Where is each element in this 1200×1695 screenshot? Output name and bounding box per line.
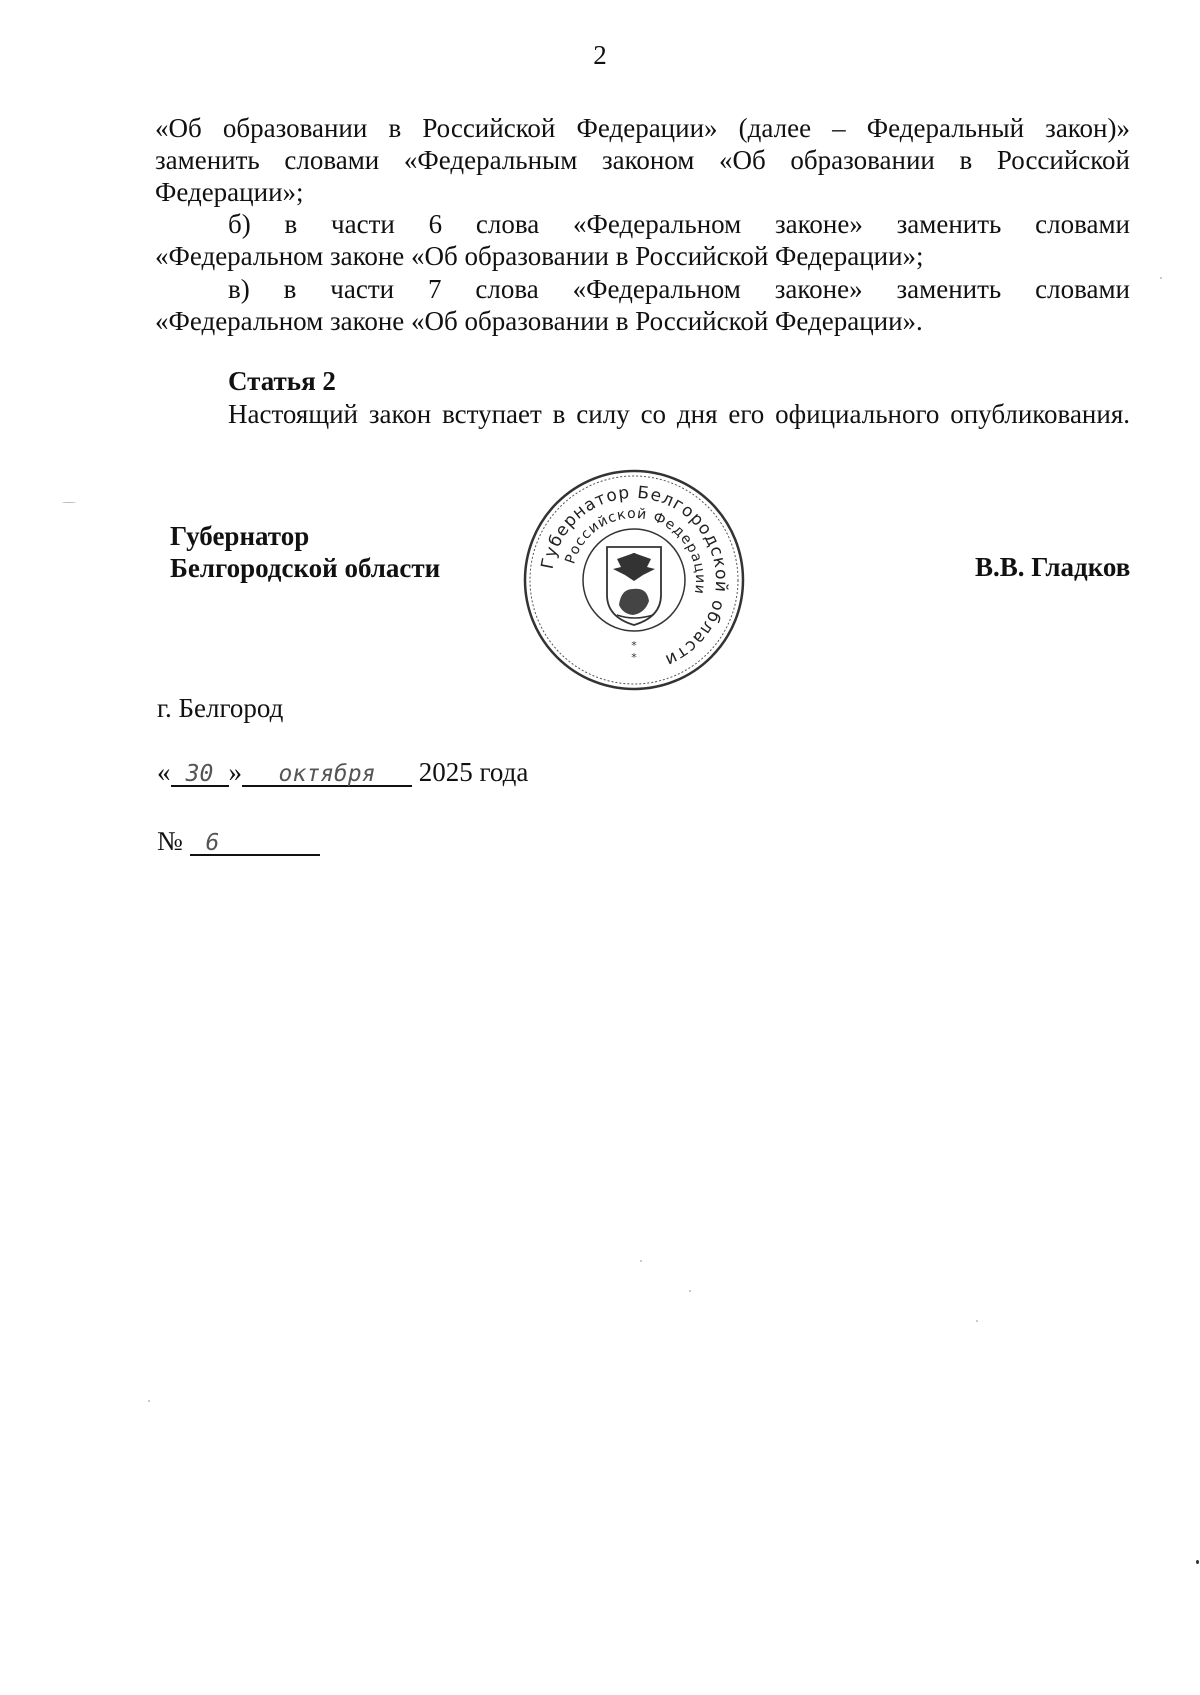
scan-speck xyxy=(62,502,76,503)
number-symbol: № xyxy=(157,826,183,856)
number-value: 6 xyxy=(205,830,220,856)
article-2-text-block xyxy=(155,398,1130,430)
paragraph-a-line: «Об образовании в Российской Федерации» (далее – Федеральный закон)» xyxy=(155,113,1130,143)
svg-text:*: * xyxy=(631,651,637,664)
date-open-quote: « xyxy=(157,757,171,787)
paragraph-b xyxy=(155,208,1130,272)
seal-outer-text: Губернатор Белгородской области xyxy=(537,482,732,671)
place-of-signing: г. Белгород xyxy=(157,693,284,723)
scan-speck xyxy=(976,1320,978,1322)
scan-speck xyxy=(689,1290,691,1292)
official-seal xyxy=(521,467,747,693)
scan-speck xyxy=(640,1260,642,1262)
paragraph-b-line: «Федеральном законе «Об образовании в Российской Федерации»; xyxy=(155,241,924,271)
seal-inner-text: Российской Федерации xyxy=(562,505,709,596)
date-day: 30 xyxy=(185,761,214,787)
paragraph-c-line: в) в части 7 слова «Федеральном законе» заменить словами xyxy=(228,274,1130,304)
seal-graphic xyxy=(521,467,747,693)
paragraph-a xyxy=(155,112,1130,208)
coat-of-arms-icon xyxy=(607,547,661,625)
law-number xyxy=(157,826,320,857)
number-field xyxy=(190,826,320,856)
svg-text:*: * xyxy=(631,639,637,652)
signatory-title-line2: Белгородской области xyxy=(170,553,441,583)
signatory-title-line1: Губернатор xyxy=(170,521,310,551)
scan-speck xyxy=(148,1400,150,1402)
page-number: 2 xyxy=(593,40,607,70)
article-2-text: Настоящий закон вступает в силу со дня его официального опубликования. xyxy=(228,399,1130,429)
paragraph-c xyxy=(155,273,1130,337)
paragraph-c-line: «Федеральном законе «Об образовании в Российской Федерации». xyxy=(155,306,923,336)
signing-date xyxy=(157,757,528,788)
paragraph-a-line: Федерации»; xyxy=(155,177,304,207)
date-year: 2025 года xyxy=(418,757,529,787)
signatory-title xyxy=(170,520,440,584)
article-2-heading: Статья 2 xyxy=(228,366,336,396)
paragraph-b-line: б) в части 6 слова «Федеральном законе» заменить словами xyxy=(228,209,1130,239)
signatory-name: В.В. Гладков xyxy=(975,552,1131,582)
paragraph-a-line: заменить словами «Федеральным законом «Об образовании в Российской xyxy=(155,145,1130,175)
scan-speck xyxy=(1160,277,1162,279)
date-close-quote: » xyxy=(228,757,242,787)
date-day-field xyxy=(171,757,229,787)
date-month: октября xyxy=(278,761,376,787)
scan-speck xyxy=(1196,1560,1199,1564)
date-month-field xyxy=(242,757,412,787)
